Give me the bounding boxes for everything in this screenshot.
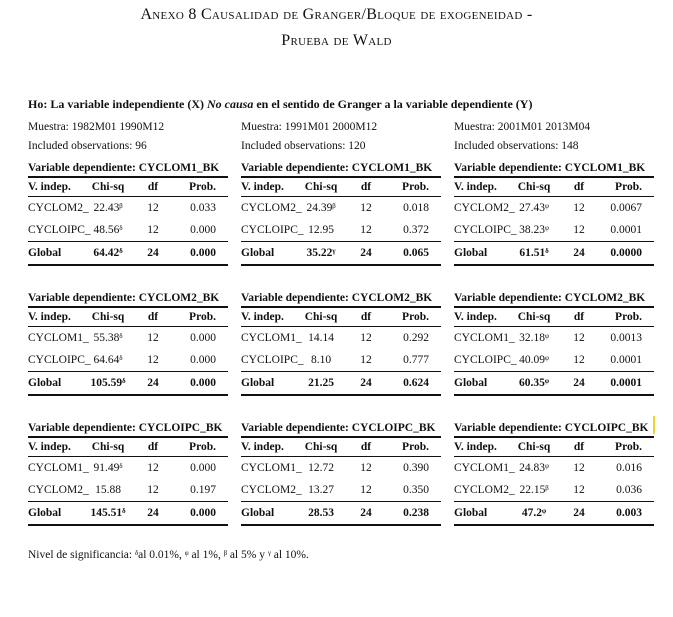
prob-value: 0.000 <box>190 224 216 236</box>
global-prob: 0.000 <box>190 377 216 389</box>
df-value: 12 <box>147 332 159 344</box>
prob-value: 0.0067 <box>610 202 642 214</box>
chi-square-value: 13.27 <box>308 484 334 496</box>
chi-square-value: 8.10 <box>310 354 332 366</box>
global-chi-square: 47.2ᵠ <box>521 507 547 519</box>
df-value: 12 <box>360 224 372 236</box>
independent-variable: CYCLOM1_ <box>28 462 89 474</box>
dependent-variable-label: Variable dependiente: CYCLOM2_BK <box>28 292 220 304</box>
chi-square-value: 91.49ᵟ <box>93 462 123 474</box>
granger-table <box>241 290 441 396</box>
global-row <box>241 372 441 394</box>
independent-variable: CYCLOIPC_ <box>454 354 517 366</box>
table-rule <box>241 264 441 266</box>
global-prob: 0.0001 <box>610 377 642 389</box>
global-chi-square: 61.51ᵟ <box>519 247 549 259</box>
table-row <box>454 479 654 501</box>
table-header-row <box>454 308 654 326</box>
chi-square-value: 55.38ᵟ <box>93 332 123 344</box>
granger-table <box>241 420 441 526</box>
column-header: Chi-sq <box>517 181 551 193</box>
table-rule <box>454 264 654 266</box>
table-row <box>28 327 228 349</box>
global-df: 24 <box>573 377 585 389</box>
global-row <box>28 372 228 394</box>
column-header: Chi-sq <box>304 181 338 193</box>
df-value: 12 <box>147 354 159 366</box>
global-label: Global <box>454 377 488 389</box>
global-df: 24 <box>147 377 159 389</box>
column-header: V. indep. <box>28 441 71 453</box>
column-header: Prob. <box>615 311 642 323</box>
global-row <box>454 372 654 394</box>
independent-variable: CYCLOM2_ <box>241 484 302 496</box>
table-header-row <box>454 178 654 196</box>
chi-square-value: 27.43ᵠ <box>519 202 549 214</box>
chi-square-value: 22.15ᵝ <box>519 484 549 496</box>
column-header: Chi-sq <box>517 441 551 453</box>
df-value: 12 <box>573 202 585 214</box>
table-header-row <box>28 438 228 456</box>
df-value: 12 <box>573 332 585 344</box>
column-header: Prob. <box>615 181 642 193</box>
dependent-variable-label: Variable dependiente: CYCLOM1_BK <box>241 162 433 174</box>
df-value: 12 <box>360 484 372 496</box>
granger-table <box>28 420 228 526</box>
sample-period-2: Muestra: 1991M01 2000M12 <box>241 121 378 133</box>
global-label: Global <box>28 377 62 389</box>
independent-variable: CYCLOM2_ <box>454 202 515 214</box>
observations-period-2: Included observations: 120 <box>241 140 366 152</box>
independent-variable: CYCLOM1_ <box>454 332 515 344</box>
table-rule <box>454 394 654 396</box>
dependent-variable-label: Variable dependiente: CYCLOM1_BK <box>28 162 220 174</box>
column-header: Prob. <box>615 441 642 453</box>
table-rule <box>28 524 228 526</box>
prob-value: 0.0001 <box>610 354 642 366</box>
column-header: Chi-sq <box>91 441 125 453</box>
df-value: 12 <box>360 462 372 474</box>
chi-square-value: 14.14 <box>308 332 334 344</box>
table-row <box>454 327 654 349</box>
column-header: Prob. <box>189 311 216 323</box>
global-label: Global <box>241 377 275 389</box>
table-rule <box>241 524 441 526</box>
chi-square-value: 64.64ᵟ <box>93 354 123 366</box>
table-header-row <box>241 308 441 326</box>
df-value: 12 <box>360 354 372 366</box>
global-label: Global <box>241 247 275 259</box>
prob-value: 0.350 <box>403 484 429 496</box>
global-chi-square: 105.59ᵟ <box>90 377 126 389</box>
prob-value: 0.197 <box>190 484 216 496</box>
column-header: Prob. <box>189 441 216 453</box>
column-header: V. indep. <box>454 311 497 323</box>
chi-square-value: 32.18ᵠ <box>519 332 549 344</box>
global-df: 24 <box>573 247 585 259</box>
global-row <box>454 502 654 524</box>
table-row <box>28 349 228 371</box>
dependent-variable-label: Variable dependiente: CYCLOIPC_BK <box>28 422 223 434</box>
column-header: df <box>147 181 159 193</box>
independent-variable: CYCLOM2_ <box>241 202 302 214</box>
global-prob: 0.003 <box>616 507 642 519</box>
granger-table <box>28 160 228 266</box>
table-row <box>28 197 228 219</box>
table-row <box>241 457 441 479</box>
granger-table <box>454 420 654 526</box>
dependent-variable-label: Variable dependiente: CYCLOM2_BK <box>454 292 646 304</box>
global-label: Global <box>28 247 62 259</box>
prob-value: 0.292 <box>403 332 429 344</box>
independent-variable: CYCLOM1_ <box>241 462 302 474</box>
column-header: V. indep. <box>454 181 497 193</box>
column-header: V. indep. <box>28 311 71 323</box>
global-prob: 0.624 <box>403 377 429 389</box>
global-df: 24 <box>573 507 585 519</box>
independent-variable: CYCLOM1_ <box>454 462 515 474</box>
table-header-row <box>454 438 654 456</box>
global-row <box>454 242 654 264</box>
global-prob: 0.000 <box>190 507 216 519</box>
column-header: V. indep. <box>241 441 284 453</box>
prob-value: 0.016 <box>616 462 642 474</box>
global-label: Global <box>241 507 275 519</box>
df-value: 12 <box>573 484 585 496</box>
highlight-mark <box>653 416 655 434</box>
global-df: 24 <box>360 377 372 389</box>
prob-value: 0.000 <box>190 354 216 366</box>
global-row <box>241 242 441 264</box>
granger-table <box>454 290 654 396</box>
dependent-variable-label: Variable dependiente: CYCLOIPC_BK <box>241 422 436 434</box>
prob-value: 0.0001 <box>610 224 642 236</box>
chi-square-value: 24.39ᵝ <box>306 202 336 214</box>
column-header: V. indep. <box>241 311 284 323</box>
column-header: Prob. <box>189 181 216 193</box>
df-value: 12 <box>573 462 585 474</box>
df-value: 12 <box>573 224 585 236</box>
column-header: df <box>573 441 585 453</box>
global-row <box>28 242 228 264</box>
global-df: 24 <box>147 507 159 519</box>
chi-square-value: 12.95 <box>308 224 334 236</box>
column-header: Chi-sq <box>91 311 125 323</box>
table-rule <box>454 524 654 526</box>
column-header: Chi-sq <box>304 311 338 323</box>
global-df: 24 <box>360 507 372 519</box>
table-header-row <box>241 438 441 456</box>
independent-variable: CYCLOIPC_ <box>28 354 91 366</box>
global-chi-square: 145.51ᵟ <box>90 507 126 519</box>
column-header: Chi-sq <box>517 311 551 323</box>
table-row <box>241 197 441 219</box>
page-title: Anexo 8 Causalidad de Granger/Bloque de exogeneidad - <box>140 6 533 23</box>
table-header-row <box>241 178 441 196</box>
table-row <box>454 457 654 479</box>
column-header: df <box>360 181 372 193</box>
prob-value: 0.018 <box>403 202 429 214</box>
independent-variable: CYCLOM1_ <box>28 332 89 344</box>
significance-footnote: Nivel de significancia: ᵟal 0.01%, ᵠ al 1%, ᵝ al 5% y ᵞ al 10%. <box>28 549 309 561</box>
granger-table <box>28 290 228 396</box>
table-row <box>454 219 654 241</box>
table-row <box>241 349 441 371</box>
global-prob: 0.0000 <box>610 247 642 259</box>
df-value: 12 <box>147 484 159 496</box>
column-header: df <box>360 441 372 453</box>
global-chi-square: 28.53 <box>308 507 334 519</box>
column-header: V. indep. <box>241 181 284 193</box>
df-value: 12 <box>360 202 372 214</box>
table-header-row <box>28 178 228 196</box>
independent-variable: CYCLOM2_ <box>28 202 89 214</box>
table-row <box>241 327 441 349</box>
table-row <box>28 219 228 241</box>
column-header: df <box>360 311 372 323</box>
global-df: 24 <box>360 247 372 259</box>
table-row <box>241 219 441 241</box>
chi-square-value: 15.88 <box>95 484 121 496</box>
independent-variable: CYCLOIPC_ <box>241 224 304 236</box>
independent-variable: CYCLOIPC_ <box>454 224 517 236</box>
column-header: df <box>147 441 159 453</box>
dependent-variable-label: Variable dependiente: CYCLOIPC_BK <box>454 422 649 434</box>
prob-value: 0.000 <box>190 332 216 344</box>
global-chi-square: 21.25 <box>308 377 334 389</box>
chi-square-value: 40.09ᵠ <box>519 354 549 366</box>
global-label: Global <box>28 507 62 519</box>
granger-table <box>454 160 654 266</box>
column-header: V. indep. <box>28 181 71 193</box>
global-chi-square: 35.22ᵞ <box>306 247 336 259</box>
column-header: Chi-sq <box>304 441 338 453</box>
global-chi-square: 64.42ᵟ <box>93 247 123 259</box>
chi-square-value: 38.23ᵠ <box>519 224 549 236</box>
df-value: 12 <box>147 202 159 214</box>
column-header: df <box>573 311 585 323</box>
global-prob: 0.238 <box>403 507 429 519</box>
sample-period-1: Muestra: 1982M01 1990M12 <box>28 121 165 133</box>
df-value: 12 <box>360 332 372 344</box>
table-row <box>28 479 228 501</box>
df-value: 12 <box>147 224 159 236</box>
independent-variable: CYCLOM1_ <box>241 332 302 344</box>
column-header: Chi-sq <box>91 181 125 193</box>
prob-value: 0.033 <box>190 202 216 214</box>
prob-value: 0.036 <box>616 484 642 496</box>
independent-variable: CYCLOM2_ <box>28 484 89 496</box>
column-header: df <box>147 311 159 323</box>
global-prob: 0.065 <box>403 247 429 259</box>
prob-value: 0.372 <box>403 224 429 236</box>
dependent-variable-label: Variable dependiente: CYCLOM2_BK <box>241 292 433 304</box>
table-row <box>28 457 228 479</box>
global-df: 24 <box>147 247 159 259</box>
prob-value: 0.390 <box>403 462 429 474</box>
global-row <box>28 502 228 524</box>
global-label: Global <box>454 507 488 519</box>
independent-variable: CYCLOIPC_ <box>241 354 304 366</box>
sample-period-3: Muestra: 2001M01 2013M04 <box>454 121 591 133</box>
global-prob: 0.000 <box>190 247 216 259</box>
chi-square-value: 12.72 <box>308 462 334 474</box>
table-rule <box>241 394 441 396</box>
page-subtitle: Prueba de Wald <box>281 32 392 49</box>
prob-value: 0.777 <box>403 354 429 366</box>
prob-value: 0.0013 <box>610 332 642 344</box>
chi-square-value: 48.56ᵟ <box>93 224 123 236</box>
observations-period-3: Included observations: 148 <box>454 140 579 152</box>
table-row <box>454 197 654 219</box>
global-chi-square: 60.35ᵠ <box>519 377 549 389</box>
independent-variable: CYCLOM2_ <box>454 484 515 496</box>
granger-table <box>241 160 441 266</box>
global-label: Global <box>454 247 488 259</box>
independent-variable: CYCLOIPC_ <box>28 224 91 236</box>
column-header: Prob. <box>402 181 429 193</box>
df-value: 12 <box>147 462 159 474</box>
table-rule <box>28 394 228 396</box>
prob-value: 0.000 <box>190 462 216 474</box>
column-header: df <box>573 181 585 193</box>
table-row <box>454 349 654 371</box>
df-value: 12 <box>573 354 585 366</box>
chi-square-value: 24.83ᵠ <box>519 462 549 474</box>
observations-period-1: Included observations: 96 <box>28 140 147 152</box>
dependent-variable-label: Variable dependiente: CYCLOM1_BK <box>454 162 646 174</box>
table-header-row <box>28 308 228 326</box>
column-header: V. indep. <box>454 441 497 453</box>
hypothesis-statement: Ho: La variable independiente (X) No causa en el sentido de Granger a la variable dependiente (Y) <box>28 97 533 111</box>
table-row <box>241 479 441 501</box>
table-rule <box>28 264 228 266</box>
chi-square-value: 22.43ᵝ <box>93 202 123 214</box>
column-header: Prob. <box>402 441 429 453</box>
global-row <box>241 502 441 524</box>
column-header: Prob. <box>402 311 429 323</box>
